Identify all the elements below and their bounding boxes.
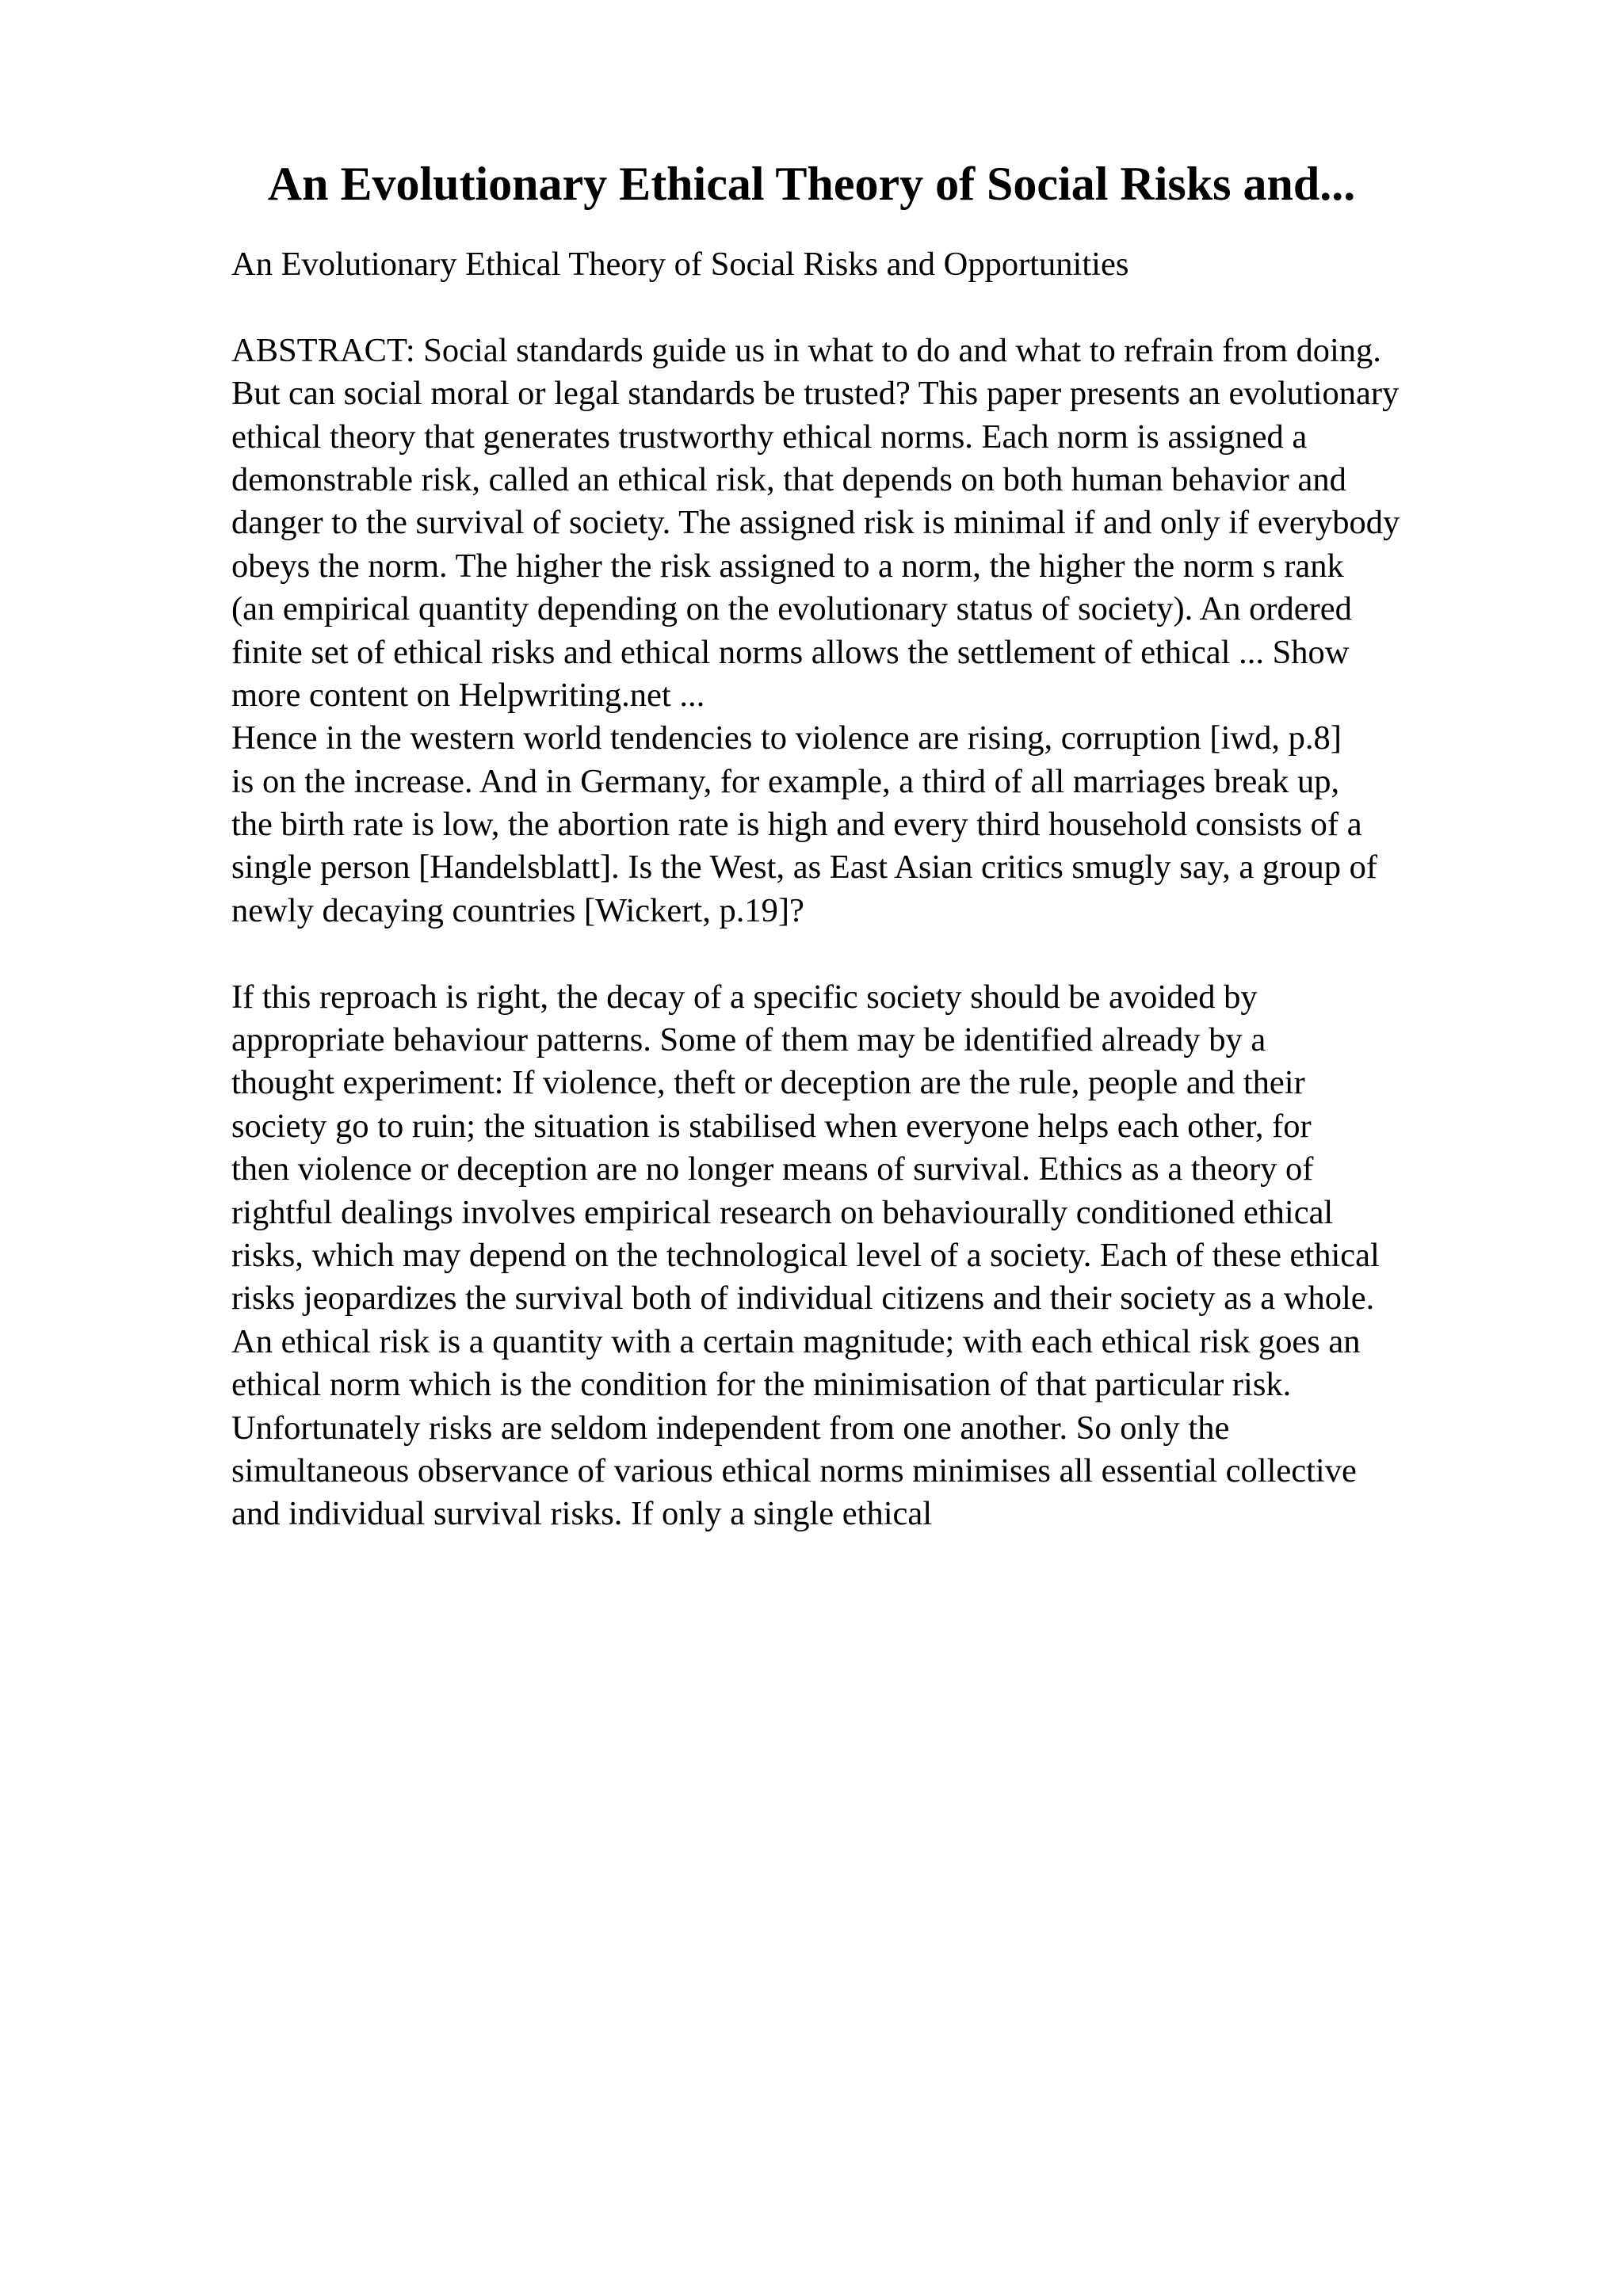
paragraph-line: thought experiment: If violence, theft or deception are the rule, people and their	[231, 1064, 1305, 1102]
paragraph-line: If this reproach is right, the decay of a specific society should be avoided by	[231, 978, 1258, 1016]
paragraph-line: then violence or deception are no longer means of survival. Ethics as a theory of	[231, 1150, 1314, 1188]
body-paragraph-1	[231, 717, 1547, 933]
abstract-line: demonstrable risk, called an ethical risk, that depends on both human behavior and	[231, 460, 1346, 498]
paragraph-line: Hence in the western world tendencies to violence are rising, corruption [iwd, p.8]	[231, 719, 1342, 757]
paragraph-line: newly decaying countries [Wickert, p.19]?	[231, 891, 804, 929]
body-paragraph-2	[231, 976, 1547, 1536]
abstract-line: finite set of ethical risks and ethical norms allows the settlement of ethical ... Show	[231, 633, 1350, 671]
paragraph-line: appropriate behaviour patterns. Some of them may be identified already by a	[231, 1021, 1266, 1059]
paragraph-line: the birth rate is low, the abortion rate is high and every third household consists of a	[231, 806, 1362, 844]
paragraph-line: is on the increase. And in Germany, for example, a third of all marriages break up,	[231, 762, 1340, 800]
document-title: An Evolutionary Ethical Theory of Social Risks and...	[267, 158, 1356, 210]
paragraph-line: and individual survival risks. If only a single ethical	[231, 1495, 933, 1533]
abstract-line: (an empirical quantity depending on the evolutionary status of society). An ordered	[231, 590, 1352, 628]
paragraph-line: society go to ruin; the situation is stabilised when everyone helps each other, for	[231, 1107, 1312, 1145]
document-body	[231, 243, 1547, 1536]
spacer	[231, 286, 1547, 329]
abstract-line: danger to the survival of society. The assigned risk is minimal if and only if everybody	[231, 504, 1400, 542]
paragraph-line: Unfortunately risks are seldom independent from one another. So only the	[231, 1409, 1230, 1447]
abstract-paragraph	[231, 330, 1547, 718]
abstract-line: ethical theory that generates trustworthy ethical norms. Each norm is assigned a	[231, 418, 1308, 456]
document-subtitle: An Evolutionary Ethical Theory of Social Risks and Opportunities	[231, 246, 1129, 283]
paragraph-line: An ethical risk is a quantity with a certain magnitude; with each ethical risk goes an	[231, 1322, 1361, 1360]
abstract-line: ABSTRACT: Social standards guide us in what to do and what to refrain from doing.	[231, 331, 1381, 369]
spacer	[231, 933, 1547, 975]
paragraph-line: risks jeopardizes the survival both of individual citizens and their society as a whole.	[231, 1280, 1375, 1318]
paragraph-line: rightful dealings involves empirical research on behaviourally conditioned ethical	[231, 1193, 1334, 1231]
paragraph-line: risks, which may depend on the technological level of a society. Each of these ethical	[231, 1236, 1380, 1274]
abstract-line: obeys the norm. The higher the risk assigned to a norm, the higher the norm s rank	[231, 547, 1344, 585]
paragraph-line: single person [Handelsblatt]. Is the West, as East Asian critics smugly say, a group of	[231, 849, 1378, 887]
abstract-line: more content on Helpwriting.net ...	[231, 676, 705, 714]
paragraph-line: simultaneous observance of various ethical norms minimises all essential collective	[231, 1451, 1357, 1489]
paragraph-line: ethical norm which is the condition for the minimisation of that particular risk.	[231, 1366, 1292, 1404]
abstract-line: But can social moral or legal standards be trusted? This paper presents an evolutionary	[231, 375, 1400, 413]
